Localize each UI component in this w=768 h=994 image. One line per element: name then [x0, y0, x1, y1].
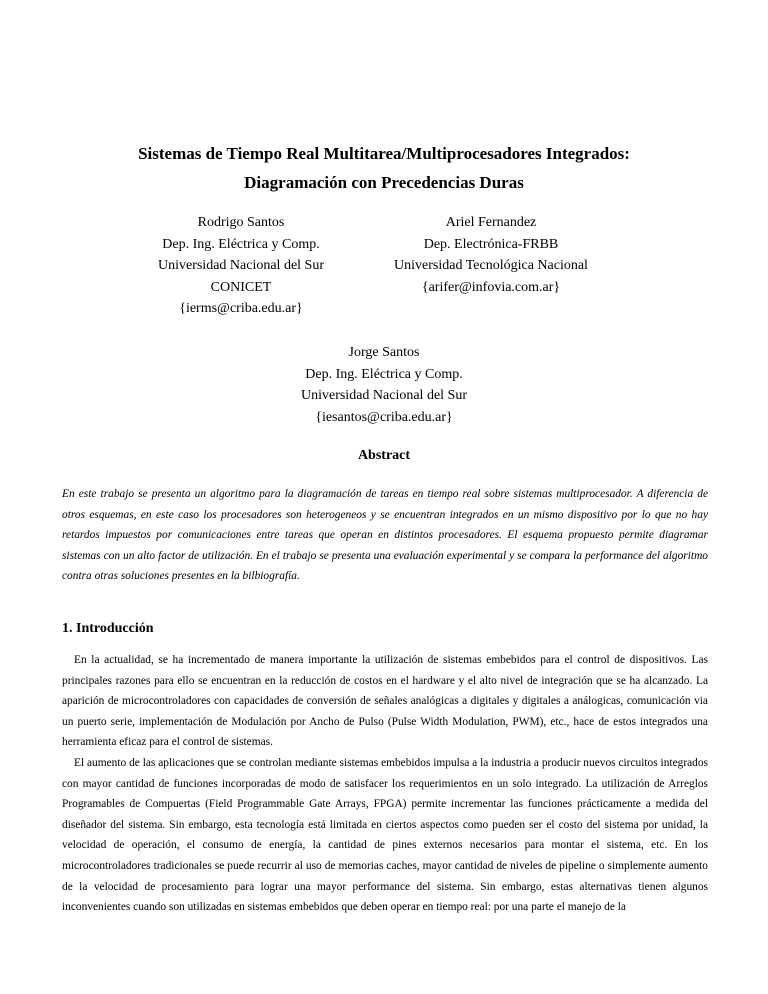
title-line-2: Diagramación con Precedencias Duras — [244, 173, 524, 192]
author-name: Ariel Fernandez — [445, 215, 537, 230]
author-institution: Universidad Tecnológica Nacional — [394, 258, 588, 273]
author-department: Dep. Electrónica-FRBB — [423, 236, 559, 252]
paragraph: En la actualidad, se ha incrementado de manera importante la utilización de sistemas embebidos para el control de dispositivos. Las principales razones para ello se encuentran en la reducción de costos en el hardware y el alto nivel de integración que se ha alcanzado. La aparición de microcontroladores con capacidades de conversión de señales analógicas a digitales y digitales a análogicas, comunicación via un puerto serie, implementación de Modulación por Ancho de Pulso (Pulse Width Modulation, PWM), etc., hace de estos integrados una herramienta eficaz para el control de sistemas. — [62, 654, 708, 749]
author-email: {arifer@infovia.com.ar} — [421, 279, 561, 295]
author-name: Rodrigo Santos — [197, 215, 285, 230]
author-institution: Universidad Nacional del Sur — [300, 388, 467, 403]
section-body-introduction — [62, 650, 708, 918]
title-line-1: Sistemas de Tiempo Real Multitarea/Multiprocesadores Integrados: — [138, 144, 630, 163]
author-name: Jorge Santos — [348, 345, 420, 360]
author-block-2 — [350, 212, 632, 298]
section-heading-introduction: 1. Introducción — [62, 621, 154, 636]
author-block-3 — [234, 342, 534, 428]
abstract-heading: Abstract — [357, 448, 411, 463]
abstract-text: En este trabajo se presenta un algoritmo para la diagramación de tareas en tiempo real sobre sistemas multiprocesador. A diferencia de otros esquemas, en este caso los procesadores son heterogeneos y se encuentran integrados en un mismo dispositivo por lo que no hay retardos impuestos por comunicaciones entre tareas que operan en distintos procesadores. El esquema propuesto permite diagramar sistemas con un alto factor de utilización. En el trabajo se presenta una evaluación experimental y se compara la performance del algoritmo contra otras soluciones presentes en la bilbiografía. — [62, 488, 708, 583]
author-block-1 — [146, 212, 336, 320]
author-email: {iesantos@criba.edu.ar} — [315, 409, 453, 425]
author-department: Dep. Ing. Eléctrica y Comp. — [305, 366, 463, 382]
paragraph: El aumento de las aplicaciones que se controlan mediante sistemas embebidos impulsa a la industria a producir nuevos circuitos integrados con mayor cantidad de funciones incorporadas de modo de satisfacer los requerimientos en un solo integrado. La utilización de Arreglos Programables de Compuertas (Field Programmable Gate Arrays, FPGA) permite incrementar las funciones prácticamente a medida del diseñador del sistema. Sin embargo, esta tecnología está limitada en ciertos aspectos como pueden ser el costo del sistema por unidad, la velocidad de operación, el consumo de energía, la cantidad de pines externos necesarios para montar el sistema, etc. En los microcontroladores tradicionales se puede recurrir al uso de memorias caches, mayor cantidad de niveles de pipeline o simplemente aumento de la velocidad de procesamiento para lograr una mayor performance del sistema. Sin embargo, estas alternativas tienen algunos inconvenientes cuando son utilizadas en sistemas embebidos que deben operar en tiempo real: por una parte el manejo de la — [62, 756, 708, 914]
paper-title — [60, 139, 708, 197]
author-email: {ierms@criba.edu.ar} — [179, 301, 303, 316]
author-institution: Universidad Nacional del Sur — [157, 258, 324, 273]
author-affiliation-extra: CONICET — [210, 279, 272, 295]
author-department: Dep. Ing. Eléctrica y Comp. — [162, 236, 320, 252]
